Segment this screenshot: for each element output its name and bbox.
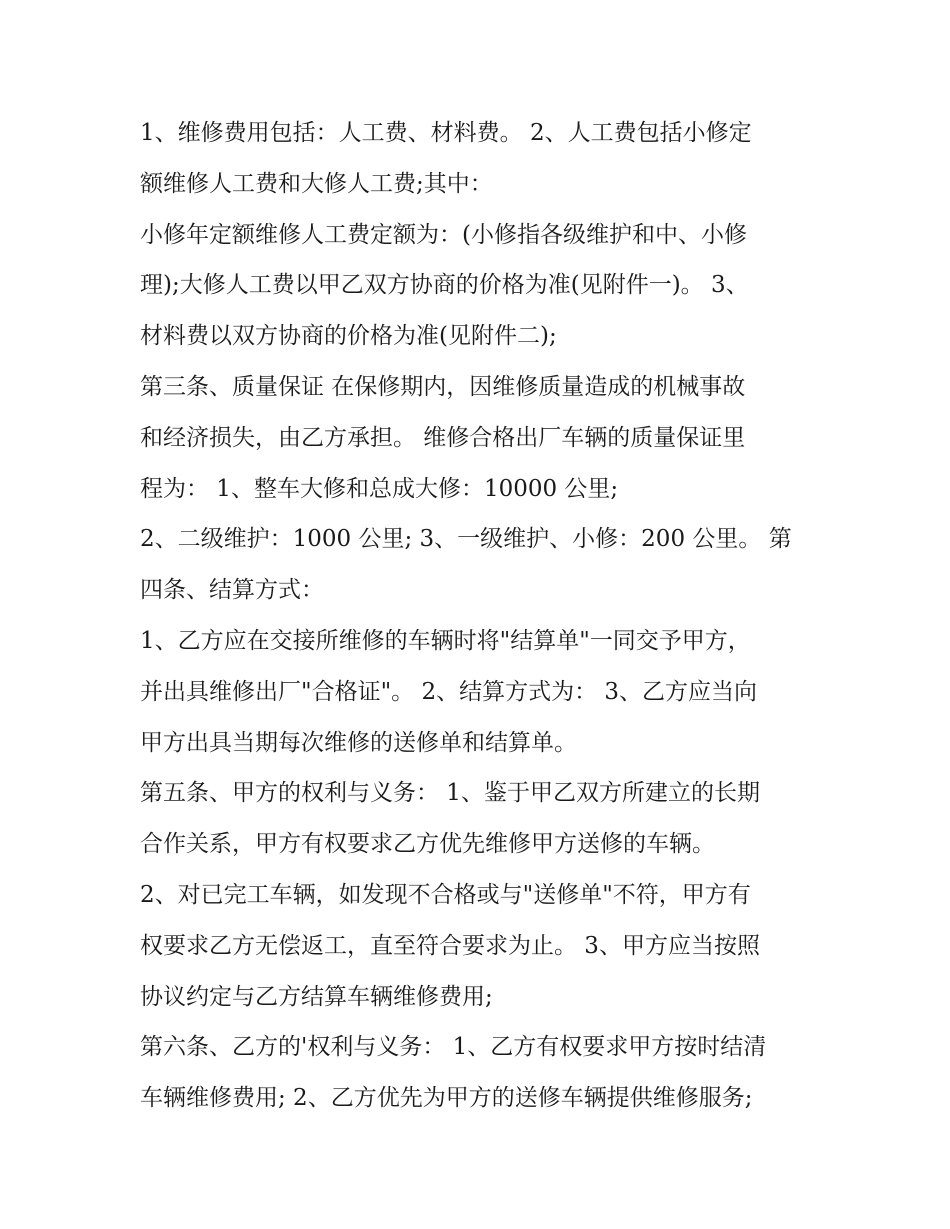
text-line-11: 1、乙方应在交接所维修的车辆时将"结算单"一同交予甲方，	[140, 627, 751, 654]
text-line-2: 额维修人工费和大修人工费;其中：	[140, 170, 493, 197]
text-line-3: 小修年定额维修人工费定额为：(小修指各级维护和中、小修	[140, 221, 747, 248]
text-line-6: 第三条、质量保证 在保修期内，因维修质量造成的机械事故	[140, 373, 746, 400]
text-line-8: 程为： 1、整车大修和总成大修：10000 公里;	[140, 475, 619, 502]
text-line-19: 第六条、乙方的'权利与义务： 1、乙方有权要求甲方按时结清	[140, 1034, 767, 1061]
text-line-18: 协议约定与乙方结算车辆维修费用;	[140, 983, 493, 1010]
text-line-7: 和经济损失，由乙方承担。 维修合格出厂车辆的质量保证里	[140, 424, 746, 451]
text-line-14: 第五条、甲方的权利与义务： 1、鉴于甲乙双方所建立的长期	[140, 780, 760, 807]
text-line-15: 合作关系，甲方有权要求乙方优先维修甲方送修的车辆。	[140, 831, 715, 858]
text-line-4: 理);大修人工费以甲乙双方协商的价格为准(见附件一)。 3、	[140, 272, 749, 299]
text-line-13: 甲方出具当期每次维修的送修单和结算单。	[140, 729, 577, 756]
text-line-10: 四条、结算方式：	[140, 577, 324, 604]
contract-text	[140, 108, 820, 1124]
text-line-17: 权要求乙方无偿返工，直至符合要求为止。 3、甲方应当按照	[140, 932, 760, 959]
text-line-1: 1、维修费用包括：人工费、材料费。 2、人工费包括小修定	[140, 120, 752, 146]
text-line-16: 2、对已完工车辆，如发现不合格或与"送修单"不符，甲方有	[140, 881, 751, 908]
text-line-20: 车辆维修费用; 2、乙方优先为甲方的送修车辆提供维修服务;	[140, 1085, 753, 1112]
text-line-12: 并出具维修出厂"合格证"。 2、结算方式为： 3、乙方应当向	[140, 678, 758, 705]
text-line-9: 2、二级维护：1000 公里; 3、一级维护、小修：200 公里。 第	[140, 526, 792, 553]
text-line-5: 材料费以双方协商的价格为准(见附件二);	[140, 323, 557, 350]
